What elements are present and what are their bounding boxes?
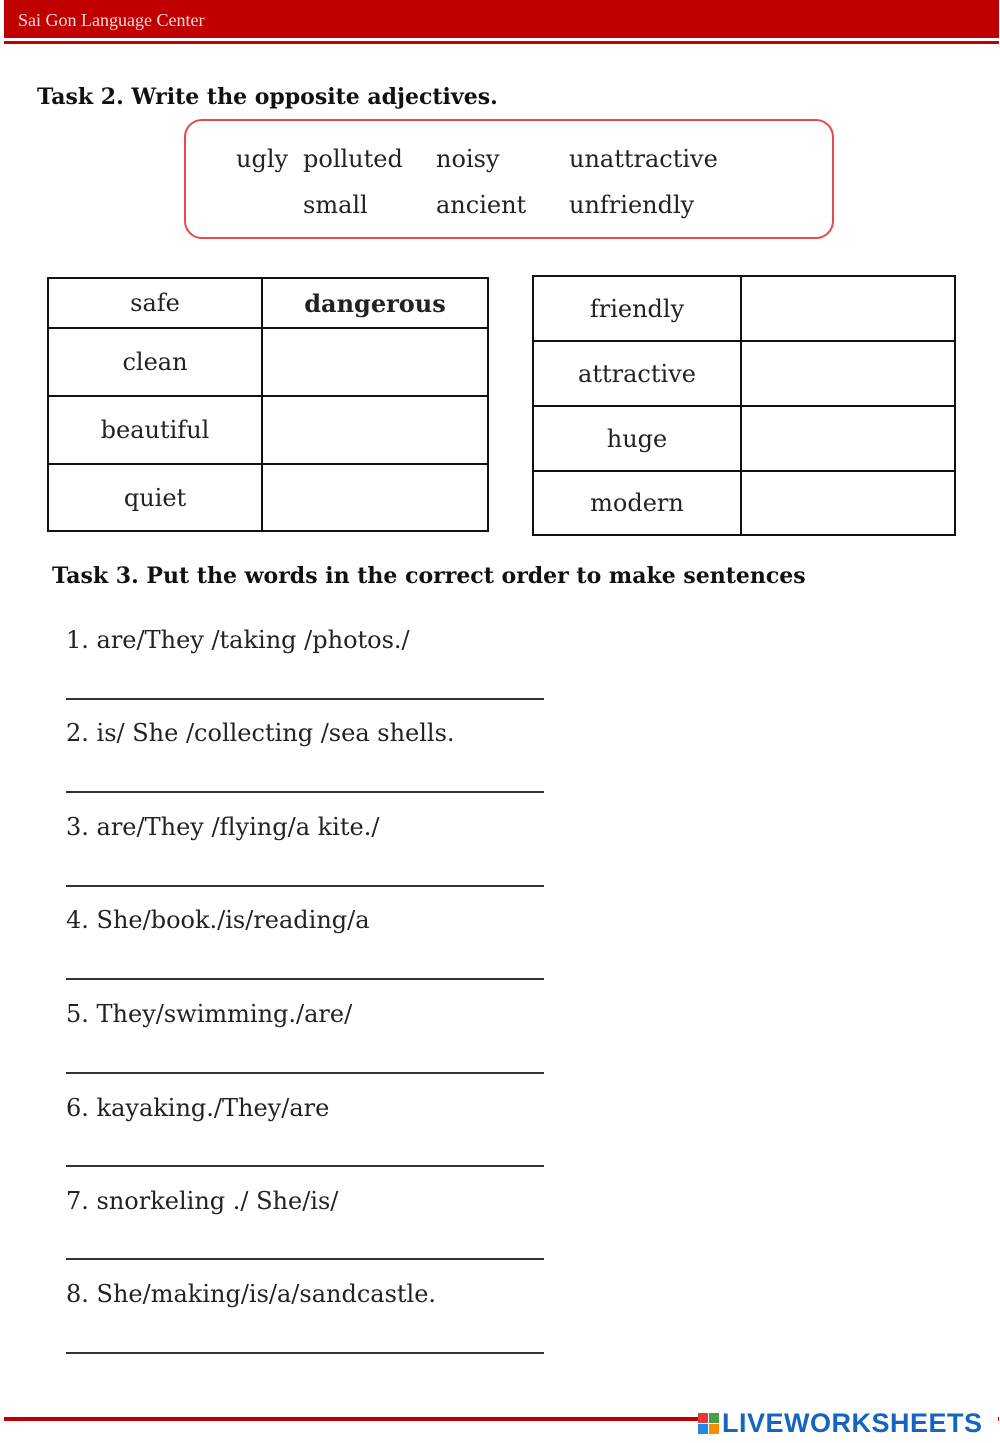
answer-cell[interactable]: [262, 396, 488, 464]
word-bank-box: [184, 119, 834, 239]
right-adjective-table: [532, 275, 956, 536]
word-bank-item: unattractive: [569, 145, 718, 173]
answer-cell[interactable]: [741, 276, 955, 341]
answer-line[interactable]: [66, 1258, 544, 1260]
answer-cell[interactable]: [741, 406, 955, 471]
answer-line[interactable]: [66, 698, 544, 700]
logo-grid-icon: [698, 1413, 719, 1434]
answer-line[interactable]: [66, 978, 544, 980]
task2-title: Task 2. Write the opposite adjectives.: [37, 84, 498, 110]
word-bank-item: noisy: [436, 145, 500, 173]
answer-line[interactable]: [66, 1072, 544, 1074]
answer-cell[interactable]: [262, 464, 488, 531]
liveworksheets-logo: [698, 1408, 998, 1438]
sentence-item: 4. She/book./is/reading/a: [66, 906, 370, 934]
header-divider: [4, 41, 999, 44]
adjective-cell: safe: [48, 278, 262, 328]
word-bank-item: unfriendly: [569, 191, 695, 219]
adjective-cell: modern: [533, 471, 741, 535]
adjective-cell: clean: [48, 328, 262, 396]
answer-line[interactable]: [66, 1165, 544, 1167]
header-title: Sai Gon Language Center: [18, 10, 205, 30]
answer-cell[interactable]: dangerous: [262, 278, 488, 328]
sentence-item: 2. is/ She /collecting /sea shells.: [66, 719, 455, 747]
adjective-cell: attractive: [533, 341, 741, 406]
sentence-item: 3. are/They /flying/a kite./: [66, 813, 380, 841]
answer-cell[interactable]: [741, 471, 955, 535]
word-bank-item: ugly: [236, 145, 289, 173]
task3-title: Task 3. Put the words in the correct order to make sentences: [52, 563, 806, 589]
adjective-cell: quiet: [48, 464, 262, 531]
adjective-cell: beautiful: [48, 396, 262, 464]
adjective-cell: friendly: [533, 276, 741, 341]
answer-cell[interactable]: [262, 328, 488, 396]
answer-line[interactable]: [66, 791, 544, 793]
word-bank-item: small: [303, 191, 368, 219]
left-adjective-table: [47, 277, 489, 532]
sentence-item: 7. snorkeling ./ She/is/: [66, 1187, 339, 1215]
word-bank-item: ancient: [436, 191, 527, 219]
sentence-item: 5. They/swimming./are/: [66, 1000, 353, 1028]
adjective-cell: huge: [533, 406, 741, 471]
sentence-item: 8. She/making/is/a/sandcastle.: [66, 1280, 437, 1308]
answer-line[interactable]: [66, 1352, 544, 1354]
sentence-item: 1. are/They /taking /photos./: [66, 626, 410, 654]
sentence-item: 6. kayaking./They/are: [66, 1094, 330, 1122]
answer-line[interactable]: [66, 885, 544, 887]
logo-text: LIVEWORKSHEETS: [722, 1407, 983, 1438]
word-bank-item: polluted: [303, 145, 403, 173]
answer-cell[interactable]: [741, 341, 955, 406]
